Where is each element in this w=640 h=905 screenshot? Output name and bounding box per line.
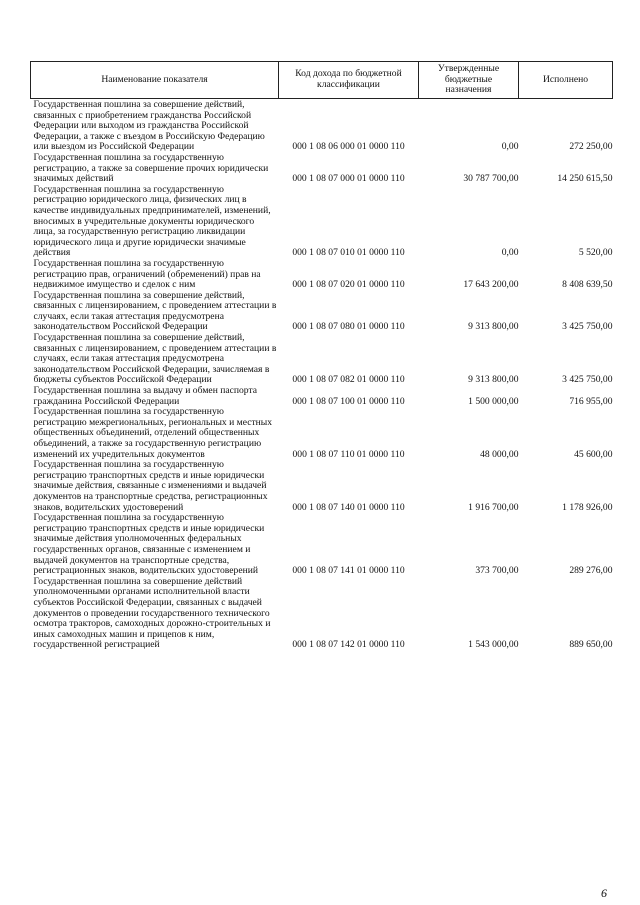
row-plan: 1 543 000,00	[468, 639, 519, 651]
row-code: 000 1 08 07 020 01 0000 110	[292, 279, 405, 291]
header-name: Наименование показателя	[31, 62, 279, 99]
row-name: Государственная пошлина за государственную регистрацию прав, ограничений (обременений) прав на недвижимое имущество и сделок с ним	[33, 257, 261, 291]
row-plan: 0,00	[501, 141, 519, 153]
row-plan: 0,00	[501, 247, 519, 259]
row-code: 000 1 08 07 142 01 0000 110	[292, 639, 405, 651]
row-done: 14 250 615,50	[557, 173, 613, 185]
table-row	[31, 460, 613, 513]
row-done: 3 425 750,00	[562, 374, 613, 386]
row-plan: 30 787 700,00	[463, 173, 519, 185]
row-code: 000 1 08 07 141 01 0000 110	[292, 565, 405, 577]
row-plan: 9 313 800,00	[468, 321, 519, 333]
row-code: 000 1 08 07 110 01 0000 110	[292, 448, 405, 460]
row-done: 289 276,00	[569, 565, 613, 577]
row-name: Государственная пошлина за государственную регистрацию, а также за совершение прочих юридически значимых действий	[33, 151, 269, 185]
row-code: 000 1 08 07 010 01 0000 110	[292, 247, 405, 259]
page-number: 6	[601, 886, 607, 900]
row-name: Государственная пошлина за совершение действий, связанных с приобретением гражданства Российской Федерации или выходом из гражданства Российской Федерации, а также с въездом в Российскую Федерацию или выездом из Российской Федерации	[33, 99, 265, 153]
row-done: 716 955,00	[569, 395, 613, 407]
row-done: 45 600,00	[574, 448, 613, 460]
row-name: Государственная пошлина за государственную регистрацию межрегиональных, региональных и местных общественных объединений, отделений общественных объединений, а также за государственную регистрацию изменений их учредительных документов	[33, 406, 273, 460]
row-code: 000 1 08 07 082 01 0000 110	[292, 374, 405, 386]
row-code: 000 1 08 07 000 01 0000 110	[292, 173, 405, 185]
table-row	[31, 513, 613, 577]
row-code: 000 1 08 07 100 01 0000 110	[292, 395, 405, 407]
row-done: 8 408 639,50	[562, 279, 613, 291]
row-plan: 1 500 000,00	[468, 395, 519, 407]
table-row	[31, 407, 613, 460]
row-plan: 48 000,00	[480, 448, 519, 460]
row-done: 1 178 926,00	[562, 501, 613, 513]
table-row	[31, 99, 613, 153]
row-name: Государственная пошлина за совершение действий уполномоченными органами исполнительной власти субъектов Российской Федерации, связанных с выдачей документов о проведении государственного технического осмотра тракторов, самоходных дорожно-строительных и иных самоходных машин и прицепов к ним, государственной регистрацией	[33, 575, 271, 651]
table-row	[31, 577, 613, 651]
row-plan: 1 916 700,00	[468, 501, 519, 513]
row-done: 272 250,00	[569, 141, 613, 153]
table-row	[31, 333, 613, 386]
header-code: Код дохода по бюджетной классификации	[279, 62, 419, 99]
table-row	[31, 259, 613, 291]
row-done: 889 650,00	[569, 639, 613, 651]
row-name: Государственная пошлина за совершение действий, связанных с лицензированием, с проведением аттестации в случаях, если такая аттестация предусмотрена законодательством Российской Федерации	[33, 289, 277, 333]
table-row	[31, 153, 613, 185]
table-row	[31, 386, 613, 407]
row-plan: 9 313 800,00	[468, 374, 519, 386]
table-header	[31, 62, 613, 99]
row-plan: 373 700,00	[475, 565, 519, 577]
row-plan: 17 643 200,00	[463, 279, 519, 291]
row-code: 000 1 08 07 080 01 0000 110	[292, 321, 405, 333]
row-done: 3 425 750,00	[562, 321, 613, 333]
row-name: Государственная пошлина за государственную регистрацию транспортных средств и иные юридически значимые действия уполномоченных федеральных государственных органов, связанные с изменением и выдачей документов на транспортные средства, регистрационных знаков, водительских удостоверений	[33, 512, 265, 577]
table-row	[31, 291, 613, 333]
table-row	[31, 185, 613, 259]
row-name: Государственная пошлина за совершение действий, связанных с лицензированием, с проведением аттестации в случаях, если такая аттестация предусмотрена законодательством Российской Федерации, зачисляемая в бюджеты субъектов Российской Федерации	[33, 332, 277, 386]
row-name: Государственная пошлина за государственную регистрацию юридического лица, физических лиц в качестве индивидуальных предпринимателей, изменений, вносимых в учредительные документы юридического лица, за государственную регистрацию ликвидации юридического лица и другие юридически значимые действия	[33, 183, 271, 259]
row-code: 000 1 08 07 140 01 0000 110	[292, 501, 405, 513]
header-done: Исполнено	[519, 62, 613, 99]
table-body	[31, 99, 613, 651]
budget-revenue-table	[30, 61, 613, 651]
header-plan: Утвержденные бюджетные назначения	[419, 62, 519, 99]
row-name: Государственная пошлина за государственную регистрацию транспортных средств и иные юридически значимые действия, связанные с изменениями и выдачей документов на транспортные средства, регистрационных знаков, водительских удостоверений	[33, 459, 268, 513]
row-name: Государственная пошлина за выдачу и обмен паспорта гражданина Российской Федерации	[33, 385, 258, 407]
row-done: 5 520,00	[578, 247, 613, 259]
row-code: 000 1 08 06 000 01 0000 110	[292, 141, 405, 153]
